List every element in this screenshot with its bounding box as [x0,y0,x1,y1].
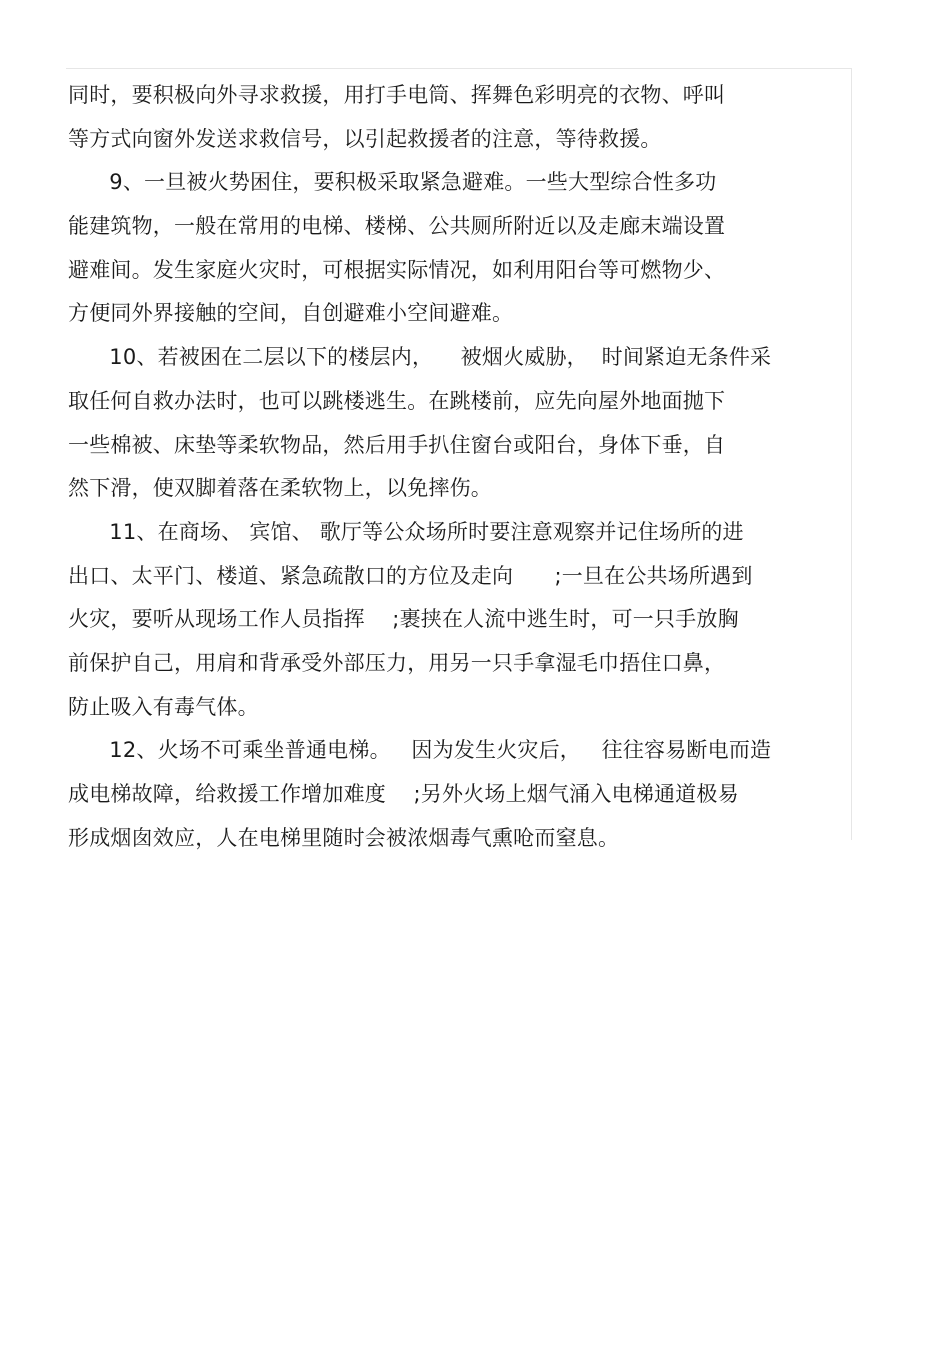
text-line: 出口、太平门、楼道、紧急疏散口的方位及走向 ;一旦在公共场所遇到 [68,563,753,588]
text-line: 能建筑物，一般在常用的电梯、楼梯、公共厕所附近以及走廊末端设置 [68,214,726,239]
paragraph-10-start: 10、若被困在二层以下的楼层内， 被烟火威胁， 时间紧迫无条件采 [68,345,772,370]
paragraph-12-start: 12、火场不可乘坐普通电梯。 因为发生火灾后， 往往容易断电而造 [68,738,772,763]
text-line: 方便同外界接触的空间，自创避难小空间避难。 [68,301,514,326]
document-body [68,76,848,862]
text-line: 然下滑，使双脚着落在柔软物上，以免摔伤。 [68,476,492,501]
text-line: 防止吸入有毒气体。 [68,694,259,719]
text-line: 等方式向窗外发送求救信号，以引起救援者的注意，等待救援。 [68,126,662,151]
text-line: 取任何自救办法时，也可以跳楼逃生。在跳楼前，应先向屋外地面抛下 [68,388,726,413]
text-line: 同时，要积极向外寻求救援，用打手电筒、挥舞色彩明亮的衣物、呼叫 [68,83,726,107]
paragraph-9-start: 9、一旦被火势困住，要积极采取紧急避难。一些大型综合性多功 [68,170,717,195]
text-line: 一些棉被、床垫等柔软物品，然后用手扒住窗台或阳台，身体下垂，自 [68,432,726,457]
text-line: 火灾，要听从现场工作人员指挥 ;裹挟在人流中逃生时，可一只手放胸 [68,607,739,632]
text-line: 避难间。发生家庭火灾时，可根据实际情况，如利用阳台等可燃物少、 [68,257,726,282]
text-line: 前保护自己，用肩和背承受外部压力，用另一只手拿湿毛巾捂住口鼻， [68,650,726,675]
text-line: 形成烟囱效应，人在电梯里随时会被浓烟毒气熏呛而窒息。 [68,825,620,850]
text-line: 成电梯故障，给救援工作增加难度 ;另外火场上烟气涌入电梯通道极易 [68,782,739,806]
paragraph-11-start: 11、在商场、 宾馆、 歌厅等公众场所时要注意观察并记住场所的进 [68,519,744,544]
